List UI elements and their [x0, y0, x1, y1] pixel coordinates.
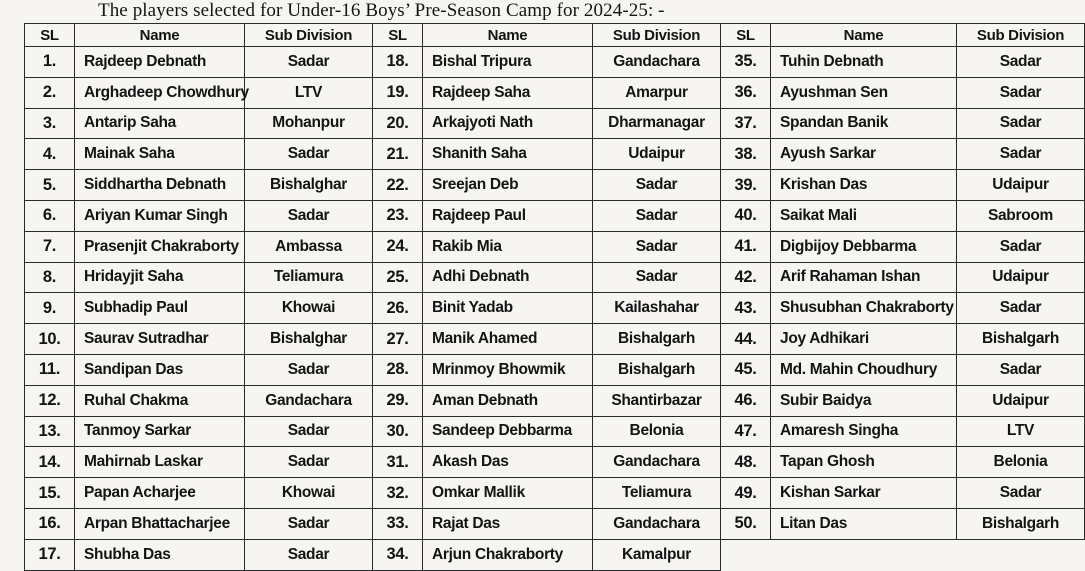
player-sub-division: LTV [957, 416, 1085, 447]
player-name: Sreejan Deb [423, 170, 593, 201]
player-sl: 2. [25, 77, 75, 108]
player-name: Hridayjit Saha [75, 262, 245, 293]
player-name: Omkar Mallik [423, 478, 593, 509]
player-sl: 49. [721, 478, 771, 509]
table-row [25, 262, 1085, 293]
player-name: Tapan Ghosh [771, 447, 957, 478]
page-heading: The players selected for Under-16 Boys’ Pre-Season Camp for 2024-25: - [98, 0, 665, 21]
player-name: Rajdeep Paul [423, 200, 593, 231]
player-name: Subir Baidya [771, 385, 957, 416]
player-sub-division: Sadar [245, 508, 373, 539]
player-sub-division: LTV [245, 77, 373, 108]
player-name: Aman Debnath [423, 385, 593, 416]
player-name: Arjun Chakraborty [423, 539, 593, 570]
player-name: Ayush Sarkar [771, 139, 957, 170]
player-sl: 43. [721, 293, 771, 324]
player-sub-division: Shantirbazar [593, 385, 721, 416]
player-sl: 38. [721, 139, 771, 170]
empty-cell [957, 539, 1085, 570]
player-name: Saurav Sutradhar [75, 324, 245, 355]
player-name: Rajdeep Debnath [75, 47, 245, 78]
player-sl: 13. [25, 416, 75, 447]
player-sl: 6. [25, 200, 75, 231]
player-sl: 46. [721, 385, 771, 416]
player-sub-division: Gandachara [593, 508, 721, 539]
player-sub-division: Teliamura [245, 262, 373, 293]
player-name: Md. Mahin Choudhury [771, 354, 957, 385]
player-name: Sandipan Das [75, 354, 245, 385]
player-name: Rajdeep Saha [423, 77, 593, 108]
player-sl: 8. [25, 262, 75, 293]
table-row [25, 447, 1085, 478]
player-name: Papan Acharjee [75, 478, 245, 509]
col-header-sl: SL [721, 24, 771, 47]
table-row [25, 108, 1085, 139]
player-sub-division: Sadar [245, 539, 373, 570]
player-sub-division: Bishalgarh [957, 324, 1085, 355]
player-sub-division: Gandachara [593, 447, 721, 478]
player-name: Bishal Tripura [423, 47, 593, 78]
player-sl: 10. [25, 324, 75, 355]
player-sub-division: Bishalgarh [593, 354, 721, 385]
player-sl: 45. [721, 354, 771, 385]
player-sub-division: Kamalpur [593, 539, 721, 570]
player-sl: 29. [373, 385, 423, 416]
player-sub-division: Sadar [957, 139, 1085, 170]
player-name: Kishan Sarkar [771, 478, 957, 509]
player-sl: 25. [373, 262, 423, 293]
player-name: Binit Yadab [423, 293, 593, 324]
player-sub-division: Sadar [593, 262, 721, 293]
player-sl: 33. [373, 508, 423, 539]
col-header-sl: SL [25, 24, 75, 47]
player-sub-division: Sabroom [957, 200, 1085, 231]
table-row [25, 47, 1085, 78]
player-name: Arpan Bhattacharjee [75, 508, 245, 539]
player-name: Shanith Saha [423, 139, 593, 170]
player-name: Ruhal Chakma [75, 385, 245, 416]
player-sl: 20. [373, 108, 423, 139]
player-sl: 44. [721, 324, 771, 355]
player-name: Siddhartha Debnath [75, 170, 245, 201]
player-name: Amaresh Singha [771, 416, 957, 447]
player-name: Shubha Das [75, 539, 245, 570]
player-sub-division: Kailashahar [593, 293, 721, 324]
player-sl: 30. [373, 416, 423, 447]
player-sub-division: Bishalgarh [593, 324, 721, 355]
player-sl: 15. [25, 478, 75, 509]
table-row [25, 385, 1085, 416]
player-sl: 42. [721, 262, 771, 293]
player-sl: 7. [25, 231, 75, 262]
col-header-sub-division: Sub Division [245, 24, 373, 47]
player-name: Rajat Das [423, 508, 593, 539]
player-sl: 11. [25, 354, 75, 385]
table-row [25, 416, 1085, 447]
player-sl: 37. [721, 108, 771, 139]
player-sl: 31. [373, 447, 423, 478]
player-sub-division: Sadar [957, 293, 1085, 324]
player-sub-division: Ambassa [245, 231, 373, 262]
player-sub-division: Dharmanagar [593, 108, 721, 139]
player-name: Subhadip Paul [75, 293, 245, 324]
table-row [25, 139, 1085, 170]
player-sl: 17. [25, 539, 75, 570]
col-header-sub-division: Sub Division [593, 24, 721, 47]
player-sub-division: Khowai [245, 293, 373, 324]
player-sl: 22. [373, 170, 423, 201]
player-sl: 1. [25, 47, 75, 78]
player-sub-division: Udaipur [957, 170, 1085, 201]
player-sub-division: Sadar [593, 231, 721, 262]
player-name: Prasenjit Chakraborty [75, 231, 245, 262]
player-name: Manik Ahamed [423, 324, 593, 355]
col-header-name: Name [771, 24, 957, 47]
table-header-row [25, 24, 1085, 47]
player-name: Ayushman Sen [771, 77, 957, 108]
player-sl: 16. [25, 508, 75, 539]
player-name: Mahirnab Laskar [75, 447, 245, 478]
player-sl: 27. [373, 324, 423, 355]
table-row [25, 478, 1085, 509]
player-name: Tanmoy Sarkar [75, 416, 245, 447]
player-sub-division: Belonia [957, 447, 1085, 478]
table-row [25, 200, 1085, 231]
player-sl: 32. [373, 478, 423, 509]
player-sub-division: Khowai [245, 478, 373, 509]
player-sl: 3. [25, 108, 75, 139]
player-sub-division: Sadar [593, 200, 721, 231]
player-sl: 18. [373, 47, 423, 78]
table-row [25, 231, 1085, 262]
player-name: Saikat Mali [771, 200, 957, 231]
col-header-name: Name [75, 24, 245, 47]
player-sub-division: Sadar [957, 231, 1085, 262]
player-sub-division: Sadar [957, 108, 1085, 139]
player-sl: 36. [721, 77, 771, 108]
player-sl: 9. [25, 293, 75, 324]
player-sub-division: Sadar [957, 77, 1085, 108]
col-header-sub-division: Sub Division [957, 24, 1085, 47]
player-sub-division: Sadar [957, 354, 1085, 385]
table-row [25, 539, 1085, 570]
player-sub-division: Sadar [245, 447, 373, 478]
table-row [25, 170, 1085, 201]
player-name: Arif Rahaman Ishan [771, 262, 957, 293]
table-row [25, 354, 1085, 385]
empty-cell [771, 539, 957, 570]
player-name: Rakib Mia [423, 231, 593, 262]
player-sub-division: Udaipur [957, 262, 1085, 293]
player-name: Sandeep Debbarma [423, 416, 593, 447]
player-sub-division: Sadar [245, 47, 373, 78]
player-sub-division: Sadar [245, 139, 373, 170]
player-name: Arghadeep Chowdhury [75, 77, 245, 108]
player-sub-division: Udaipur [957, 385, 1085, 416]
player-sl: 4. [25, 139, 75, 170]
player-sl: 24. [373, 231, 423, 262]
player-name: Shusubhan Chakraborty [771, 293, 957, 324]
player-sl: 23. [373, 200, 423, 231]
player-name: Mrinmoy Bhowmik [423, 354, 593, 385]
player-sl: 50. [721, 508, 771, 539]
player-sl: 28. [373, 354, 423, 385]
players-table [24, 23, 1085, 571]
player-sl: 34. [373, 539, 423, 570]
player-name: Litan Das [771, 508, 957, 539]
player-name: Antarip Saha [75, 108, 245, 139]
table-row [25, 508, 1085, 539]
player-name: Adhi Debnath [423, 262, 593, 293]
player-name: Mainak Saha [75, 139, 245, 170]
player-name: Krishan Das [771, 170, 957, 201]
player-sub-division: Bishalghar [245, 170, 373, 201]
player-sub-division: Sadar [245, 200, 373, 231]
player-name: Arkajyoti Nath [423, 108, 593, 139]
player-sub-division: Belonia [593, 416, 721, 447]
player-sl: 14. [25, 447, 75, 478]
player-sl: 21. [373, 139, 423, 170]
player-name: Joy Adhikari [771, 324, 957, 355]
empty-cell [721, 539, 771, 570]
player-sub-division: Sadar [245, 416, 373, 447]
player-sl: 19. [373, 77, 423, 108]
player-sub-division: Gandachara [593, 47, 721, 78]
col-header-name: Name [423, 24, 593, 47]
player-sl: 26. [373, 293, 423, 324]
player-sl: 5. [25, 170, 75, 201]
player-sl: 35. [721, 47, 771, 78]
table-row [25, 293, 1085, 324]
col-header-sl: SL [373, 24, 423, 47]
player-sl: 48. [721, 447, 771, 478]
player-sl: 41. [721, 231, 771, 262]
player-name: Akash Das [423, 447, 593, 478]
player-name: Ariyan Kumar Singh [75, 200, 245, 231]
player-sl: 12. [25, 385, 75, 416]
player-sub-division: Gandachara [245, 385, 373, 416]
player-sub-division: Teliamura [593, 478, 721, 509]
player-sub-division: Udaipur [593, 139, 721, 170]
player-sub-division: Mohanpur [245, 108, 373, 139]
player-sub-division: Bishalghar [245, 324, 373, 355]
player-sl: 39. [721, 170, 771, 201]
player-sub-division: Sadar [245, 354, 373, 385]
player-sub-division: Bishalgarh [957, 508, 1085, 539]
table-row [25, 77, 1085, 108]
player-sub-division: Sadar [957, 47, 1085, 78]
player-sl: 47. [721, 416, 771, 447]
player-name: Tuhin Debnath [771, 47, 957, 78]
player-sub-division: Amarpur [593, 77, 721, 108]
player-sl: 40. [721, 200, 771, 231]
player-name: Spandan Banik [771, 108, 957, 139]
table-row [25, 324, 1085, 355]
player-sub-division: Sadar [957, 478, 1085, 509]
player-sub-division: Sadar [593, 170, 721, 201]
player-name: Digbijoy Debbarma [771, 231, 957, 262]
